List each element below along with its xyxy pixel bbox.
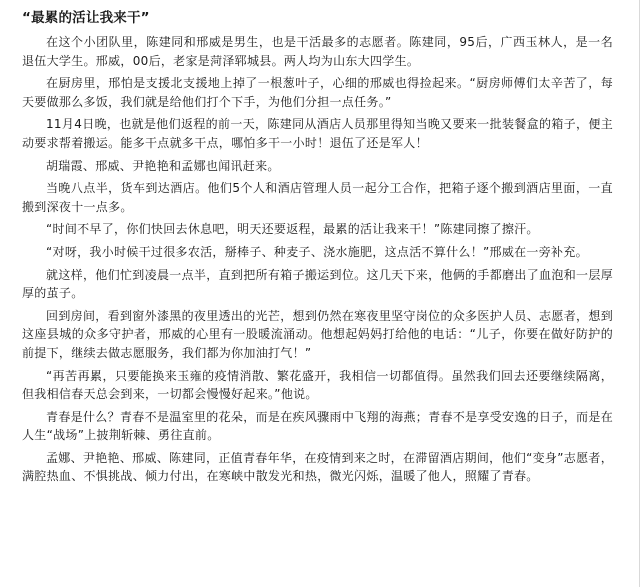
paragraph: 回到房间，看到窗外漆黑的夜里透出的光芒，想到仍然在寒夜里坚守岗位的众多医护人员、志愿者，想到这座县城的众多守护者，邢威的心里有一股暖流涌动。他想起妈妈打给他的电话：“儿子，你要在做好防护的前提下，继续去做志愿服务，我们都为你加油打气！” [22, 308, 613, 360]
article-title: “最累的活让我来干” [22, 10, 150, 26]
paragraph: 当晚八点半，货车到达酒店。他们5个人和酒店管理人员一起分工合作，把箱子逐个搬到酒店里面，一直搬到深夜十一点多。 [22, 181, 613, 214]
paragraph: 青春是什么？青春不是温室里的花朵，而是在疾风骤雨中飞翔的海燕；青春不是享受安逸的日子，而是在人生“战场”上披荆斩棘、勇往直前。 [22, 409, 613, 443]
paragraph: 在这个小团队里，陈建同和邢威是男生，也是干活最多的志愿者。陈建同，95后，广西玉林人，是一名退伍大学生。邢威，00后，老家是菏泽郓城县。两人均为山东大四学生。 [22, 35, 613, 68]
paragraph: “对呀，我小时候干过很多农活，掰棒子、种麦子、浇水施肥，这点活不算什么！”邢威在一旁补充。 [46, 244, 588, 259]
paragraph: “时间不早了，你们快回去休息吧，明天还要返程，最累的活让我来干！”陈建同擦了擦汗。 [46, 222, 539, 237]
paragraph: “再苦再累，只要能换来玉雍的疫情消散、繁花盛开，我相信一切都值得。虽然我们回去还要继续隔离，但我相信春天总会到来，一切都会慢慢好起来。”他说。 [22, 368, 613, 402]
paragraph: 胡瑞霞、邢威、尹艳艳和孟娜也闻讯赶来。 [46, 158, 280, 173]
paragraph: 11月4日晚，也就是他们返程的前一天，陈建同从酒店人员那里得知当晚又要来一批装餐盒的箱子，便主动要求帮着搬运。能多干点就多干点，哪怕多干一小时！退伍了还是军人！ [22, 117, 613, 150]
paragraph: 就这样，他们忙到凌晨一点半，直到把所有箱子搬运到位。这几天下来，他俩的手都磨出了血泡和一层厚厚的茧子。 [22, 267, 613, 301]
paragraph: 孟娜、尹艳艳、邢威、陈建同，正值青春年华，在疫情到来之时，在滞留酒店期间，他们“变身”志愿者，满腔热血、不惧挑战、倾力付出，在寒峡中散发光和热，微光闪烁，温暖了他人，照耀了青春。 [22, 450, 613, 484]
paragraph: 在厨房里，邢怕是支援北支援地上掉了一根葱叶子，心细的邢威也得捡起来。“厨房师傅们太辛苦了，每天要做那么多饭，我们就是给他们打个下手，为他们分担一点任务。” [22, 76, 613, 109]
